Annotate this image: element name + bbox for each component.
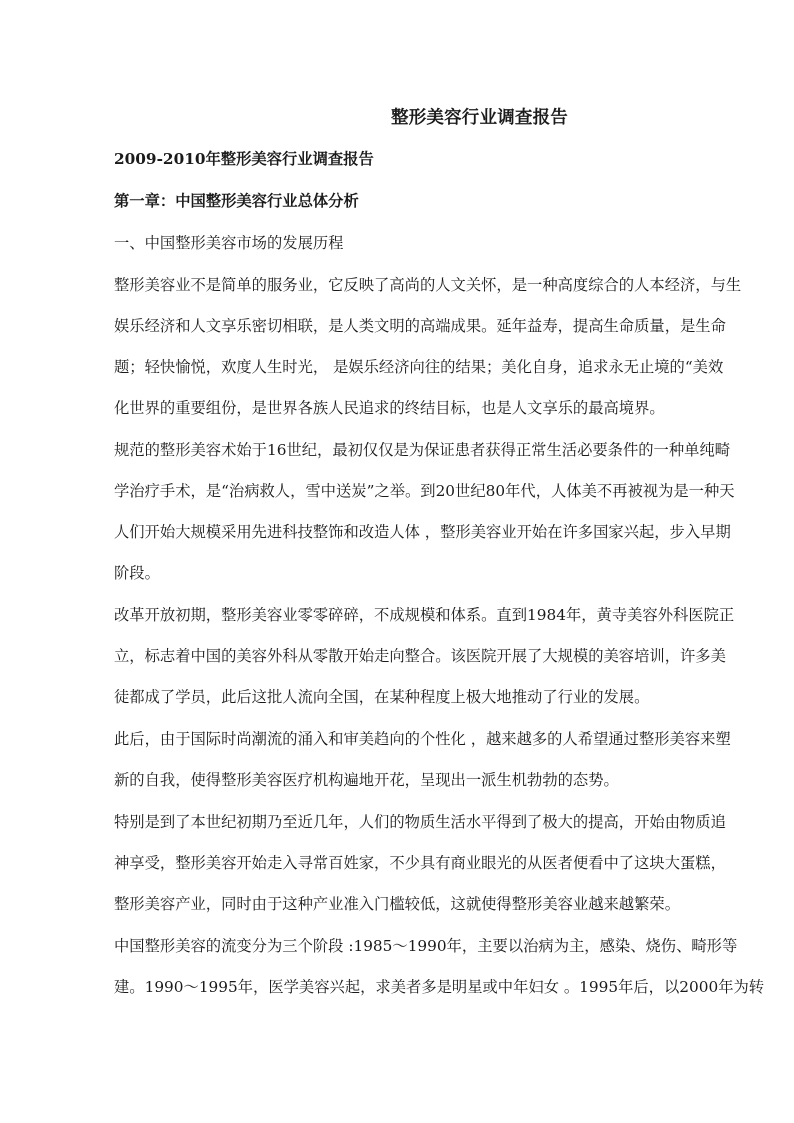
paragraph-line: 人们开始大规模采用先进科技整饰和改造人体 ，整形美容业开始在许多国家兴起，步入早期 xyxy=(114,523,731,541)
paragraph-line: 学治疗手术，是“治病救人，雪中送炭”之举。到20世纪80年代，人体美不再被视为是一种天 xyxy=(114,482,735,500)
paragraph-line: 娱乐经济和人文享乐密切相联，是人类文明的高端成果。延年益寿，提高生命质量，是生命 xyxy=(114,317,726,335)
paragraph-line: 建。1990～1995年，医学美容兴起，求美者多是明星或中年妇女 。1995年后，以2000年为转 xyxy=(114,978,765,996)
paragraph-3 xyxy=(114,602,794,710)
paragraph-5 xyxy=(114,809,794,917)
report-subtitle: 2009-2010年整形美容行业调查报告 xyxy=(114,150,374,168)
document-title: 整形美容行业调查报告 xyxy=(391,108,568,128)
paragraph-line: 立，标志着中国的美容外科从零散开始走向整合。该医院开展了大规模的美容培训，许多美 xyxy=(114,647,726,665)
paragraph-6 xyxy=(114,933,794,1000)
paragraph-2 xyxy=(114,437,794,586)
paragraph-line: 中国整形美容的流变分为三个阶段 :1985～1990年，主要以治病为主，感染、烧伤、畸形等 xyxy=(114,937,738,955)
paragraph-line: 阶段。 xyxy=(114,564,160,582)
paragraph-line: 整形美容业不是简单的服务业，它反映了高尚的人文关怀，是一种高度综合的人本经济，与生 xyxy=(114,276,742,294)
paragraph-line: 徒都成了学员，此后这批人流向全国，在某种程度上极大地推动了行业的发展。 xyxy=(114,688,650,706)
paragraph-4 xyxy=(114,726,794,793)
paragraph-line: 神享受，整形美容开始走入寻常百姓家，不少具有商业眼光的从医者便看中了这块大蛋糕， xyxy=(114,854,726,872)
paragraph-1 xyxy=(114,272,794,421)
document-content xyxy=(114,146,794,1000)
paragraph-line: 特别是到了本世纪初期乃至近几年，人们的物质生活水平得到了极大的提高，开始由物质追 xyxy=(114,813,726,831)
chapter-heading: 第一章：中国整形美容行业总体分析 xyxy=(114,192,359,210)
paragraph-line: 规范的整形美容术始于16世纪，最初仅仅是为保证患者获得正常生活必要条件的一种单纯畸 xyxy=(114,441,731,459)
paragraph-line: 题；轻快愉悦，欢度人生时光， 是娱乐经济向往的结果；美化自身，追求永无止境的“美效 xyxy=(114,358,724,376)
paragraph-line: 新的自我，使得整形美容医疗机构遍地开花，呈现出一派生机勃勃的态势。 xyxy=(114,771,619,789)
paragraph-line: 整形美容产业，同时由于这种产业准入门槛较低，这就使得整形美容业越来越繁荣。 xyxy=(114,895,680,913)
paragraph-line: 此后，由于国际时尚潮流的涌入和审美趋向的个性化 ，越来越多的人希望通过整形美容来塑 xyxy=(114,730,731,748)
paragraph-line: 改革开放初期，整形美容业零零碎碎，不成规模和体系。直到1984年，黄寺美容外科医院正 xyxy=(114,606,735,624)
section-heading: 一、中国整形美容市场的发展历程 xyxy=(114,234,344,252)
paragraph-line: 化世界的重要组份，是世界各族人民追求的终结目标，也是人文享乐的最高境界。 xyxy=(114,399,665,417)
